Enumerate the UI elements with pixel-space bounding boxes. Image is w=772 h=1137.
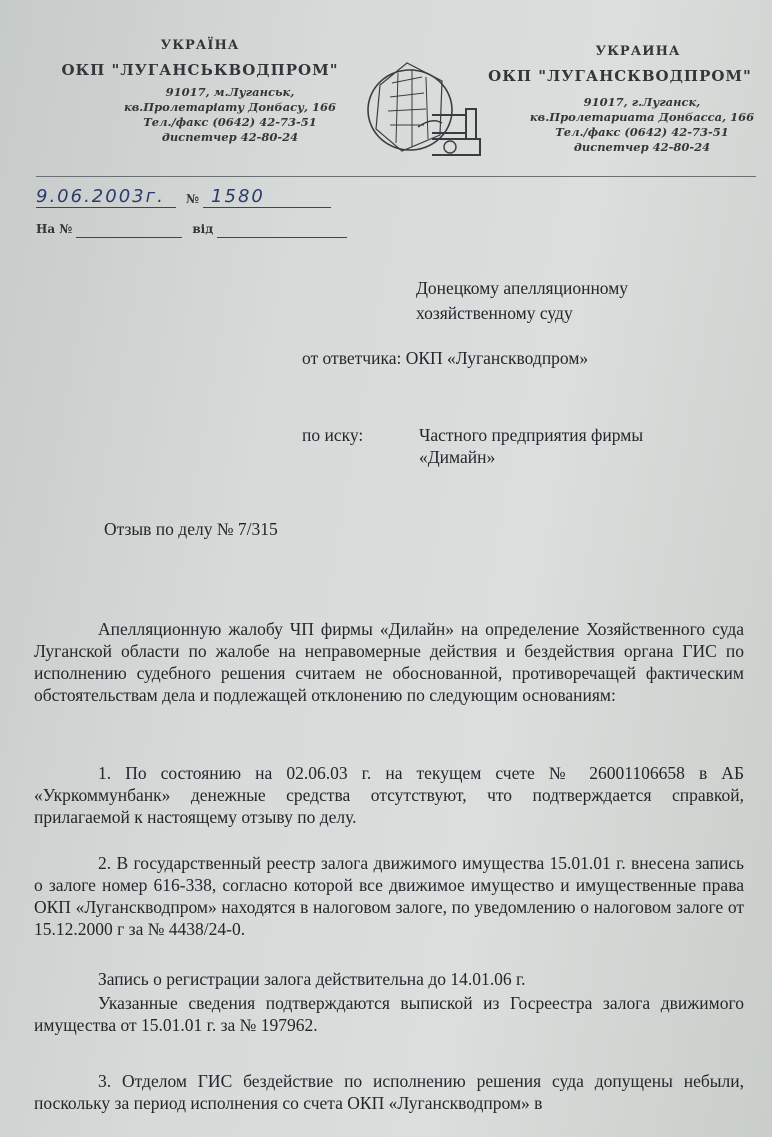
- reference-line: [36, 220, 366, 240]
- addressee: [416, 277, 746, 324]
- body-intro: Апелляционную жалобу ЧП фирмы «Дилайн» на определение Хозяйственного суда Луганской области по жалобе на неправомерные действия и бездействия органа ГИС по исполнению судебного решения считаем не обоснованной, противоречащей фактическим обстоятельствам дела и подлежащей отклонению по следующим основаниям:: [34, 619, 744, 705]
- reg-date: 9.06.2003г.: [36, 186, 176, 208]
- claim-party: [419, 424, 739, 468]
- registration-line: [36, 186, 376, 212]
- letterhead-left-country: УКРАЇНА: [160, 38, 240, 53]
- reference-vid-label: від: [192, 222, 214, 236]
- letterhead-left-phone: Тел./факс (0642) 42-73-51: [143, 115, 317, 129]
- body-point-2-validity: Запись о регистрации залога действительна до 14.01.06 г.: [98, 969, 526, 989]
- letterhead-right-addr2: кв.Пролетариата Донбасса, 166: [529, 110, 755, 124]
- letterhead-left-dispatcher: диспетчер 42-80-24: [161, 130, 299, 144]
- body-point-3: 3. Отделом ГИС бездействие по исполнению решения суда допущены небыли, поскольку за период исполнения со счета ОКП «Луганскводпром» в: [34, 1071, 744, 1113]
- body-point-2: 2. В государственный реестр залога движимого имущества 15.01.01 г. внесена запись о залоге номер 616-338, согласно которой все движимое имущество и имущественные права ОКП «Луганскводпром» находятся в налоговом залоге, по уведомлению о налоговом залоге от 15.12.2000 г за № 4438/24-0.: [34, 853, 744, 939]
- letterhead-right-address: [470, 95, 770, 155]
- reg-number-label: №: [186, 192, 200, 206]
- letterhead-left-address: [40, 85, 360, 145]
- subject-line: Отзыв по делу № 7/315: [104, 519, 278, 539]
- letterhead-left-addr1: 91017, м.Луганськ,: [165, 85, 295, 99]
- addressee-line2: хозяйственному суду: [416, 303, 573, 323]
- claim-line2: «Димайн»: [419, 447, 496, 467]
- letterhead-left: [40, 38, 360, 145]
- claim-label: по иску:: [302, 425, 364, 445]
- letterhead-left-org: ОКП "ЛУГАНСЬКВОДПРОМ": [61, 61, 339, 79]
- reference-vid-blank: [217, 225, 347, 238]
- from-line: от ответчика: ОКП «Луганскводпром»: [302, 348, 589, 368]
- reference-na-blank: [76, 225, 182, 238]
- letterhead-right-org: ОКП "ЛУГАНСКВОДПРОМ": [488, 67, 752, 85]
- body-point-1: 1. По состоянию на 02.06.03 г. на текущем счете № 26001106658 в АБ «Укркоммунбанк» денежные средства отсутствуют, что подтверждается справкой, прилагаемой к настоящему отзыву по делу.: [34, 763, 744, 827]
- letterhead-right-country: УКРАИНА: [595, 44, 681, 59]
- letterhead-left-addr2: кв.Пролетаріату Донбасу, 166: [123, 100, 337, 114]
- reference-na-label: На №: [36, 222, 73, 236]
- body-point-2-extract: Указанные сведения подтверждаются выпиской из Госреестра залога движимого имущества от 15.01.01 г. за № 197962.: [34, 993, 744, 1035]
- header-divider: [36, 176, 756, 177]
- letterhead-right-phone: Тел./факс (0642) 42-73-51: [555, 125, 729, 139]
- addressee-line1: Донецкому апелляционному: [416, 278, 629, 298]
- letterhead-right-addr1: 91017, г.Луганск,: [583, 95, 701, 109]
- letterhead-right: [470, 44, 770, 155]
- reg-number: 1580: [203, 186, 331, 208]
- letterhead-right-dispatcher: диспетчер 42-80-24: [573, 140, 711, 154]
- claim-line1: Частного предприятия фирмы: [419, 425, 644, 445]
